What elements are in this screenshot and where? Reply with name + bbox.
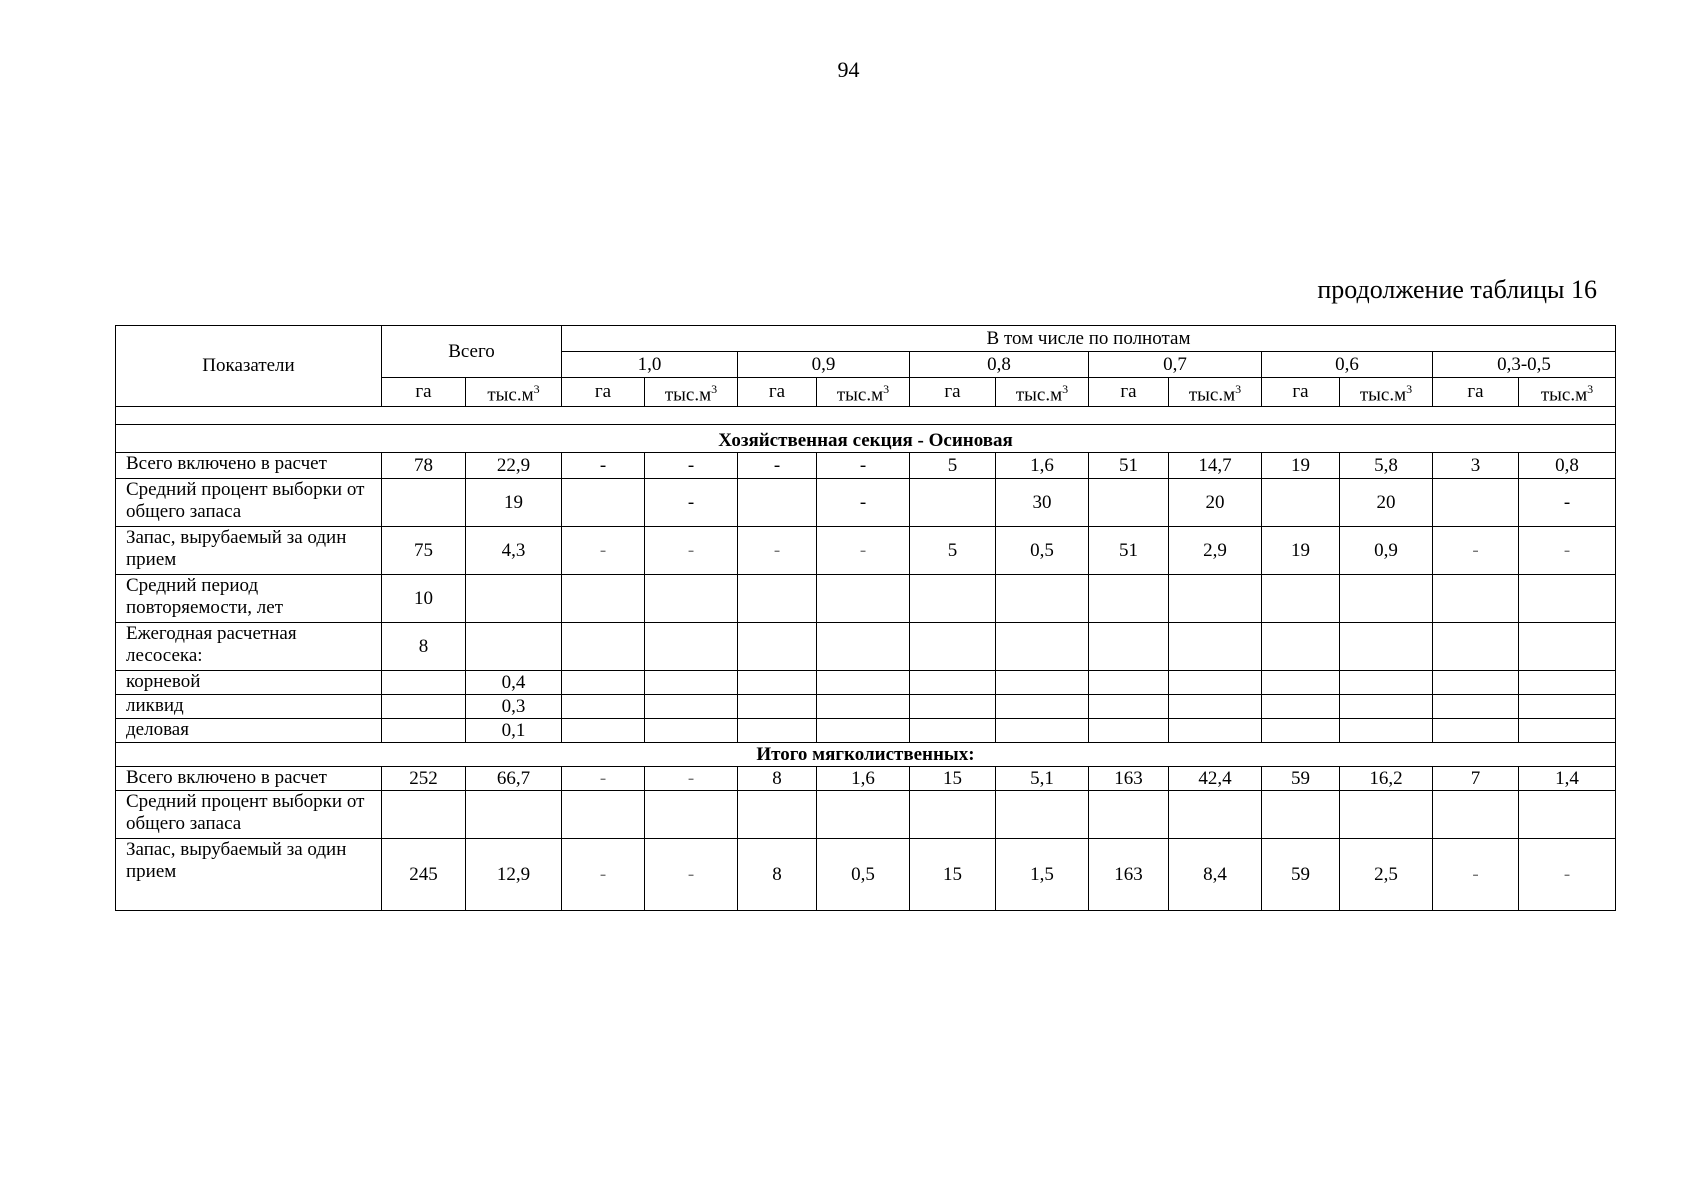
table-cell: 5,1 xyxy=(996,767,1089,791)
table-cell xyxy=(1169,791,1262,839)
table-row xyxy=(116,719,1616,743)
table-row xyxy=(116,479,1616,527)
table-cell: 1,6 xyxy=(817,767,910,791)
table-cell xyxy=(1169,575,1262,623)
section-header-row xyxy=(116,425,1616,453)
table-cell xyxy=(1340,791,1433,839)
table-cell xyxy=(996,695,1089,719)
table-cell: - xyxy=(562,839,645,911)
table-cell xyxy=(1262,479,1340,527)
table-cell xyxy=(1262,695,1340,719)
table-cell: 2,9 xyxy=(1169,527,1262,575)
table-cell xyxy=(1262,671,1340,695)
table-cell xyxy=(910,575,996,623)
table-cell: - xyxy=(817,453,910,479)
unit-ha: га xyxy=(910,378,996,407)
page-number: 94 xyxy=(837,57,860,82)
table-cell xyxy=(1519,791,1616,839)
unit-ha: га xyxy=(738,378,817,407)
table-cell: 22,9 xyxy=(466,453,562,479)
header-indicators: Показатели xyxy=(116,326,382,407)
table-cell: 59 xyxy=(1262,839,1340,911)
table-cell xyxy=(996,623,1089,671)
table-cell: 8 xyxy=(738,767,817,791)
unit-ha: га xyxy=(1433,378,1519,407)
table-row xyxy=(116,695,1616,719)
table-cell: - xyxy=(562,767,645,791)
table-row xyxy=(116,671,1616,695)
unit-volume xyxy=(645,378,738,407)
table-row xyxy=(116,575,1616,623)
table-cell xyxy=(645,671,738,695)
table-cell xyxy=(738,671,817,695)
table-cell: 59 xyxy=(1262,767,1340,791)
table-cell xyxy=(817,695,910,719)
table-cell: 10 xyxy=(382,575,466,623)
header-by-density: В том числе по полнотам xyxy=(562,326,1616,352)
table-row xyxy=(116,839,1616,911)
table-cell: - xyxy=(645,479,738,527)
table-cell xyxy=(910,623,996,671)
table-header xyxy=(116,326,1616,407)
unit-ha: га xyxy=(1089,378,1169,407)
unit-volume-exponent: 3 xyxy=(883,382,890,396)
table-cell xyxy=(1433,719,1519,743)
table-cell xyxy=(645,719,738,743)
table-cell: 1,6 xyxy=(996,453,1089,479)
unit-ha: га xyxy=(1262,378,1340,407)
row-label: Всего включено в расчет xyxy=(116,767,382,791)
table-cell xyxy=(910,719,996,743)
table-cell xyxy=(996,671,1089,695)
table-cell xyxy=(1340,671,1433,695)
table-cell: 14,7 xyxy=(1169,453,1262,479)
table-cell: 252 xyxy=(382,767,466,791)
table-cell: 51 xyxy=(1089,527,1169,575)
table-cell: 245 xyxy=(382,839,466,911)
unit-volume xyxy=(466,378,562,407)
table-cell xyxy=(1433,791,1519,839)
row-label: Ежегодная расчетная лесосека: xyxy=(116,623,382,671)
table-cell xyxy=(738,623,817,671)
table-cell: - xyxy=(738,453,817,479)
unit-volume xyxy=(996,378,1089,407)
table-cell xyxy=(382,479,466,527)
table-cell xyxy=(1519,671,1616,695)
table-cell: 163 xyxy=(1089,767,1169,791)
table-cell xyxy=(1089,719,1169,743)
unit-volume-exponent: 3 xyxy=(711,382,718,396)
table-cell: 0,5 xyxy=(817,839,910,911)
table-cell xyxy=(817,671,910,695)
table-cell xyxy=(817,575,910,623)
table-cell xyxy=(1262,623,1340,671)
table-cell: 0,5 xyxy=(996,527,1089,575)
unit-volume-text: тыс.м xyxy=(836,384,884,406)
table-cell xyxy=(645,623,738,671)
unit-volume-exponent: 3 xyxy=(1062,382,1069,396)
table-cell xyxy=(1519,719,1616,743)
table-cell xyxy=(382,695,466,719)
table-cell: - xyxy=(645,767,738,791)
table-cell xyxy=(910,671,996,695)
table-cell: 16,2 xyxy=(1340,767,1433,791)
table-cell: 20 xyxy=(1169,479,1262,527)
table-cell: - xyxy=(562,453,645,479)
table-cell xyxy=(645,791,738,839)
table-cell: - xyxy=(817,479,910,527)
table-cell: 5 xyxy=(910,453,996,479)
table-cell xyxy=(1433,671,1519,695)
table-cell: 15 xyxy=(910,839,996,911)
table-cell: 75 xyxy=(382,527,466,575)
row-label: Запас, вырубаемый за один прием xyxy=(116,527,382,575)
table-cell: 0,4 xyxy=(466,671,562,695)
table-cell: 0,3 xyxy=(466,695,562,719)
table-cell xyxy=(1519,623,1616,671)
table-row xyxy=(116,791,1616,839)
table-cell: - xyxy=(1519,839,1616,911)
unit-volume-text: тыс.м xyxy=(487,384,534,406)
table-cell xyxy=(562,575,645,623)
table-cell: 12,9 xyxy=(466,839,562,911)
section-header-row xyxy=(116,743,1616,767)
unit-ha: га xyxy=(382,378,466,407)
table-cell xyxy=(645,695,738,719)
table-cell: 8,4 xyxy=(1169,839,1262,911)
table-cell: 19 xyxy=(1262,453,1340,479)
unit-volume xyxy=(817,378,910,407)
table-cell xyxy=(738,719,817,743)
unit-volume-text: тыс.м xyxy=(1015,384,1063,406)
felling-table xyxy=(115,325,1616,911)
table-cell xyxy=(1519,575,1616,623)
table-cell xyxy=(1340,719,1433,743)
table-body xyxy=(116,407,1616,911)
table-cell xyxy=(562,719,645,743)
table-cell xyxy=(996,575,1089,623)
table-cell xyxy=(1262,719,1340,743)
table-cell: 7 xyxy=(1433,767,1519,791)
table-cell xyxy=(817,719,910,743)
header-density: 0,6 xyxy=(1262,352,1433,378)
table-row xyxy=(116,453,1616,479)
table-cell: 0,1 xyxy=(466,719,562,743)
table-cell xyxy=(1433,575,1519,623)
table-cell xyxy=(562,623,645,671)
header-density: 0,7 xyxy=(1089,352,1262,378)
table-cell xyxy=(910,791,996,839)
header-total: Всего xyxy=(382,326,562,378)
table-cell: 0,8 xyxy=(1519,453,1616,479)
table-caption: продолжение таблицы 16 xyxy=(1317,275,1597,304)
table-cell: - xyxy=(562,527,645,575)
table-cell: - xyxy=(1519,527,1616,575)
table-cell xyxy=(466,623,562,671)
row-label: корневой xyxy=(116,671,382,695)
table-cell: 163 xyxy=(1089,839,1169,911)
table-cell xyxy=(1433,695,1519,719)
table-cell xyxy=(1519,695,1616,719)
row-label: Средний процент выборки от общего запаса xyxy=(116,791,382,839)
table-cell: - xyxy=(645,839,738,911)
table-cell xyxy=(1262,791,1340,839)
table-cell: 51 xyxy=(1089,453,1169,479)
header-density: 0,9 xyxy=(738,352,910,378)
table-cell: - xyxy=(817,527,910,575)
table-cell xyxy=(382,719,466,743)
table-cell: 19 xyxy=(466,479,562,527)
table-cell xyxy=(1089,671,1169,695)
unit-ha: га xyxy=(562,378,645,407)
unit-volume-text: тыс.м xyxy=(1188,384,1236,406)
table-cell xyxy=(996,791,1089,839)
table-cell xyxy=(562,671,645,695)
table-cell xyxy=(562,479,645,527)
unit-volume xyxy=(1519,378,1616,407)
table-cell: 66,7 xyxy=(466,767,562,791)
table-cell xyxy=(1169,671,1262,695)
header-density: 1,0 xyxy=(562,352,738,378)
table-cell xyxy=(738,479,817,527)
table-row xyxy=(116,623,1616,671)
table-cell xyxy=(910,479,996,527)
header-density: 0,3-0,5 xyxy=(1433,352,1616,378)
table-cell xyxy=(562,695,645,719)
table-cell: - xyxy=(1433,839,1519,911)
row-label: ликвид xyxy=(116,695,382,719)
table-cell: 78 xyxy=(382,453,466,479)
header-density: 0,8 xyxy=(910,352,1089,378)
table-cell: - xyxy=(1519,479,1616,527)
row-label: Всего включено в расчет xyxy=(116,453,382,479)
table-cell: 30 xyxy=(996,479,1089,527)
table-cell xyxy=(1169,719,1262,743)
table-cell xyxy=(817,791,910,839)
section-title: Хозяйственная секция - Осиновая xyxy=(116,425,1616,453)
table-cell xyxy=(1262,575,1340,623)
table-cell xyxy=(1433,479,1519,527)
unit-volume-exponent: 3 xyxy=(1406,382,1413,396)
section-title: Итого мягколиственных: xyxy=(116,743,1616,767)
table-cell xyxy=(1340,575,1433,623)
table-row xyxy=(116,767,1616,791)
table-cell: - xyxy=(738,527,817,575)
table-cell: 8 xyxy=(738,839,817,911)
table-cell: 15 xyxy=(910,767,996,791)
table-cell xyxy=(645,575,738,623)
unit-volume-exponent: 3 xyxy=(1235,382,1242,396)
row-label: Средний период повторяемости, лет xyxy=(116,575,382,623)
table-cell xyxy=(466,791,562,839)
table-cell xyxy=(1089,479,1169,527)
unit-volume-exponent: 3 xyxy=(1587,382,1594,396)
spacer-cell xyxy=(116,407,1616,425)
table-cell xyxy=(1089,791,1169,839)
table-cell xyxy=(738,791,817,839)
unit-volume-text: тыс.м xyxy=(664,384,712,406)
table-row xyxy=(116,527,1616,575)
table-cell xyxy=(1089,575,1169,623)
unit-volume-text: тыс.м xyxy=(1540,384,1588,406)
row-label: Запас, вырубаемый за один прием xyxy=(116,839,382,911)
table-cell: - xyxy=(645,527,738,575)
table-cell: 5 xyxy=(910,527,996,575)
table-cell xyxy=(562,791,645,839)
table-cell xyxy=(738,695,817,719)
table-cell: 0,9 xyxy=(1340,527,1433,575)
table-cell: - xyxy=(1433,527,1519,575)
table-cell: 1,5 xyxy=(996,839,1089,911)
row-label: деловая xyxy=(116,719,382,743)
table-cell: - xyxy=(645,453,738,479)
row-label: Средний процент выборки от общего запаса xyxy=(116,479,382,527)
table-cell xyxy=(382,671,466,695)
table-cell: 1,4 xyxy=(1519,767,1616,791)
table-cell xyxy=(1089,695,1169,719)
table-cell xyxy=(1340,695,1433,719)
table-cell xyxy=(996,719,1089,743)
table-cell xyxy=(738,575,817,623)
spacer-row xyxy=(116,407,1616,425)
table-cell: 3 xyxy=(1433,453,1519,479)
table-cell xyxy=(466,575,562,623)
table-cell: 8 xyxy=(382,623,466,671)
unit-volume xyxy=(1340,378,1433,407)
table-cell xyxy=(1169,623,1262,671)
table-cell: 2,5 xyxy=(1340,839,1433,911)
table-cell: 5,8 xyxy=(1340,453,1433,479)
unit-volume-text: тыс.м xyxy=(1359,384,1407,406)
table-cell: 19 xyxy=(1262,527,1340,575)
table-cell: 42,4 xyxy=(1169,767,1262,791)
table-cell xyxy=(1340,623,1433,671)
table-cell xyxy=(1169,695,1262,719)
table-cell: 4,3 xyxy=(466,527,562,575)
unit-volume xyxy=(1169,378,1262,407)
table-cell xyxy=(817,623,910,671)
table-cell: 20 xyxy=(1340,479,1433,527)
table-cell xyxy=(910,695,996,719)
unit-volume-exponent: 3 xyxy=(533,382,540,396)
table-cell xyxy=(1089,623,1169,671)
table-cell xyxy=(382,791,466,839)
table-cell xyxy=(1433,623,1519,671)
